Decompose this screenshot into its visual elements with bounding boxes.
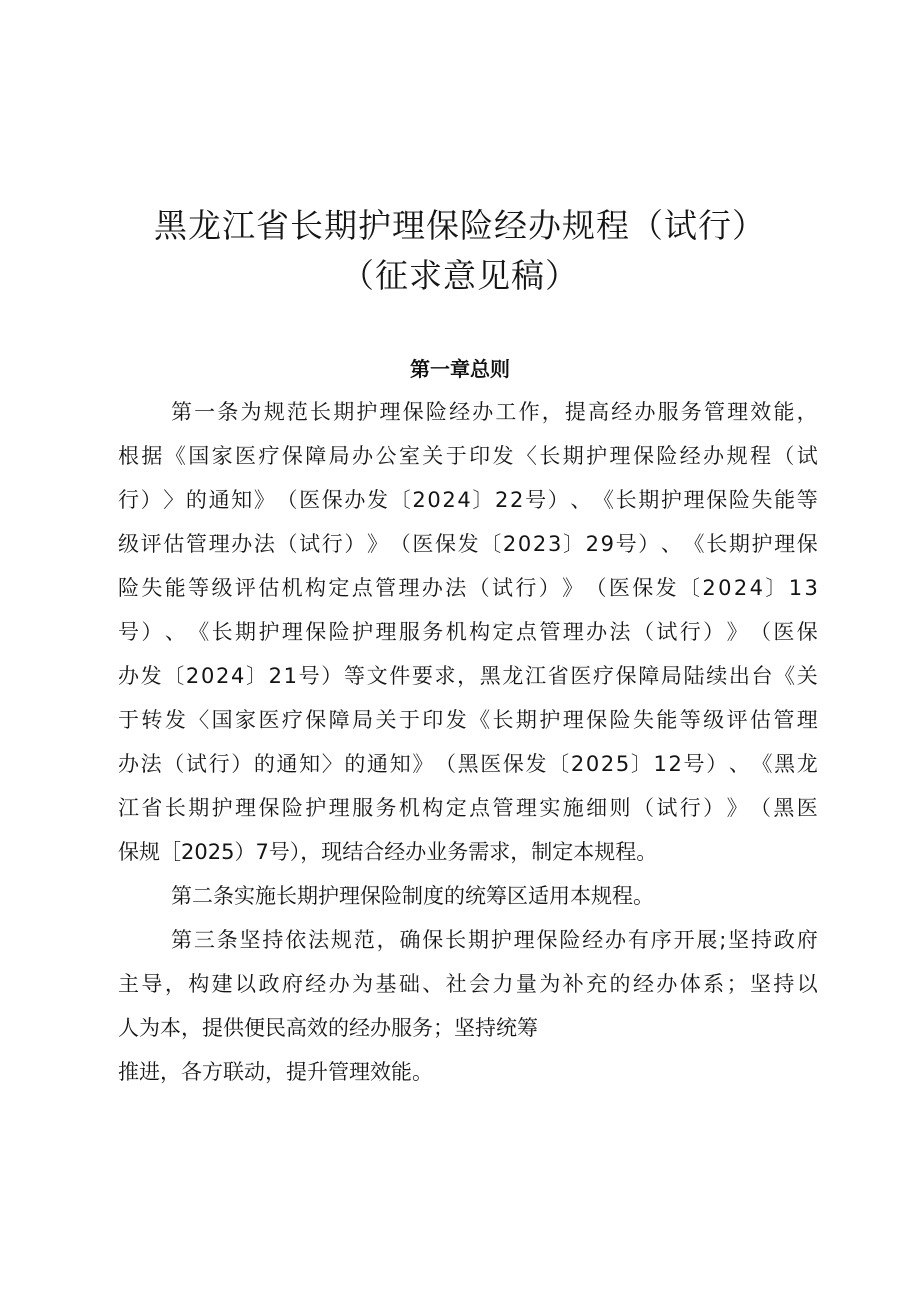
paragraph-line: 第 三 条 坚 持 依 法 规 范 ， 确 保 长 期 护 理 保 险 经 办 有 序 开 展 ; 坚 持 政 府 (171, 928, 818, 952)
paragraph-line: 办 发 〔 2 0 2 4 〕 2 1 号 ） 等 文 件 要 求 ， 黑 龙 江 省 医 疗 保 障 局 陆 续 出 台 《 关 (118, 664, 818, 688)
paragraph-line: 于 转 发 〈 国 家 医 疗 保 障 局 关 于 印 发 《 长 期 护 理 保 险 失 能 等 级 评 估 管 理 (118, 708, 818, 732)
paragraph-line: 办 法 （ 试 行 ） 的 通 知 〉 的 通 知 》 （ 黑 医 保 发 〔 2 0 2 5 〕 1 2 号 ） 、 《 黑 龙 (118, 752, 818, 776)
paragraph-line: 江 省 长 期 护 理 保 险 护 理 服 务 机 构 定 点 管 理 实 施 细 则 （ 试 行 ） 》 （ 黑 医 (118, 796, 818, 820)
paragraph-line: 险 失 能 等 级 评 估 机 构 定 点 管 理 办 法 （ 试 行 ） 》 （ 医 保 发 〔 2 0 2 4 〕 1 3 (118, 576, 818, 600)
paragraph-line: 级 评 估 管 理 办 法 （ 试 行 ） 》 （ 医 保 发 〔 2 0 2 3 〕 2 9 号 ） 、 《 长 期 护 理 保 (118, 532, 818, 556)
paragraph-line: 根 据 《 国 家 医 疗 保 障 局 办 公 室 关 于 印 发 〈 长 期 护 理 保 险 经 办 规 程 （ 试 (118, 444, 818, 468)
paragraph-line: 号 ） 、 《 长 期 护 理 保 险 护 理 服 务 机 构 定 点 管 理 办 法 （ 试 行 ） 》 （ 医 保 (118, 620, 818, 644)
paragraph-line: 第二条实施长期护理保险制度的统筹区适用本规程。 (171, 884, 654, 908)
paragraph-line: 推进，各方联动，提升管理效能。 (118, 1060, 433, 1084)
paragraph-line: 保规［2025）7号），现结合经办业务需求，制定本规程。 (118, 840, 658, 864)
paragraph-line: 人为本，提供便民高效的经办服务；坚持统筹 (118, 1016, 538, 1040)
paragraph-line: 主 导 ， 构 建 以 政 府 经 办 为 基 础 、 社 会 力 量 为 补 充 的 经 办 体 系 ； 坚 持 以 (118, 972, 818, 996)
paragraph-line: 行 ） 〉 的 通 知 》 （ 医 保 办 发 〔 2 0 2 4 〕 2 2 号 ） 、 《 长 期 护 理 保 险 失 能 等 (118, 488, 818, 512)
document-title: 黑龙江省长期护理保险经办规程（试行） (154, 206, 766, 245)
paragraph-line: 第 一 条 为 规 范 长 期 护 理 保 险 经 办 工 作 ， 提 高 经 办 服 务 管 理 效 能 ， (171, 400, 818, 424)
chapter-heading: 第一章总则 (410, 357, 510, 381)
document-subtitle: （征求意见稿） (341, 256, 579, 295)
